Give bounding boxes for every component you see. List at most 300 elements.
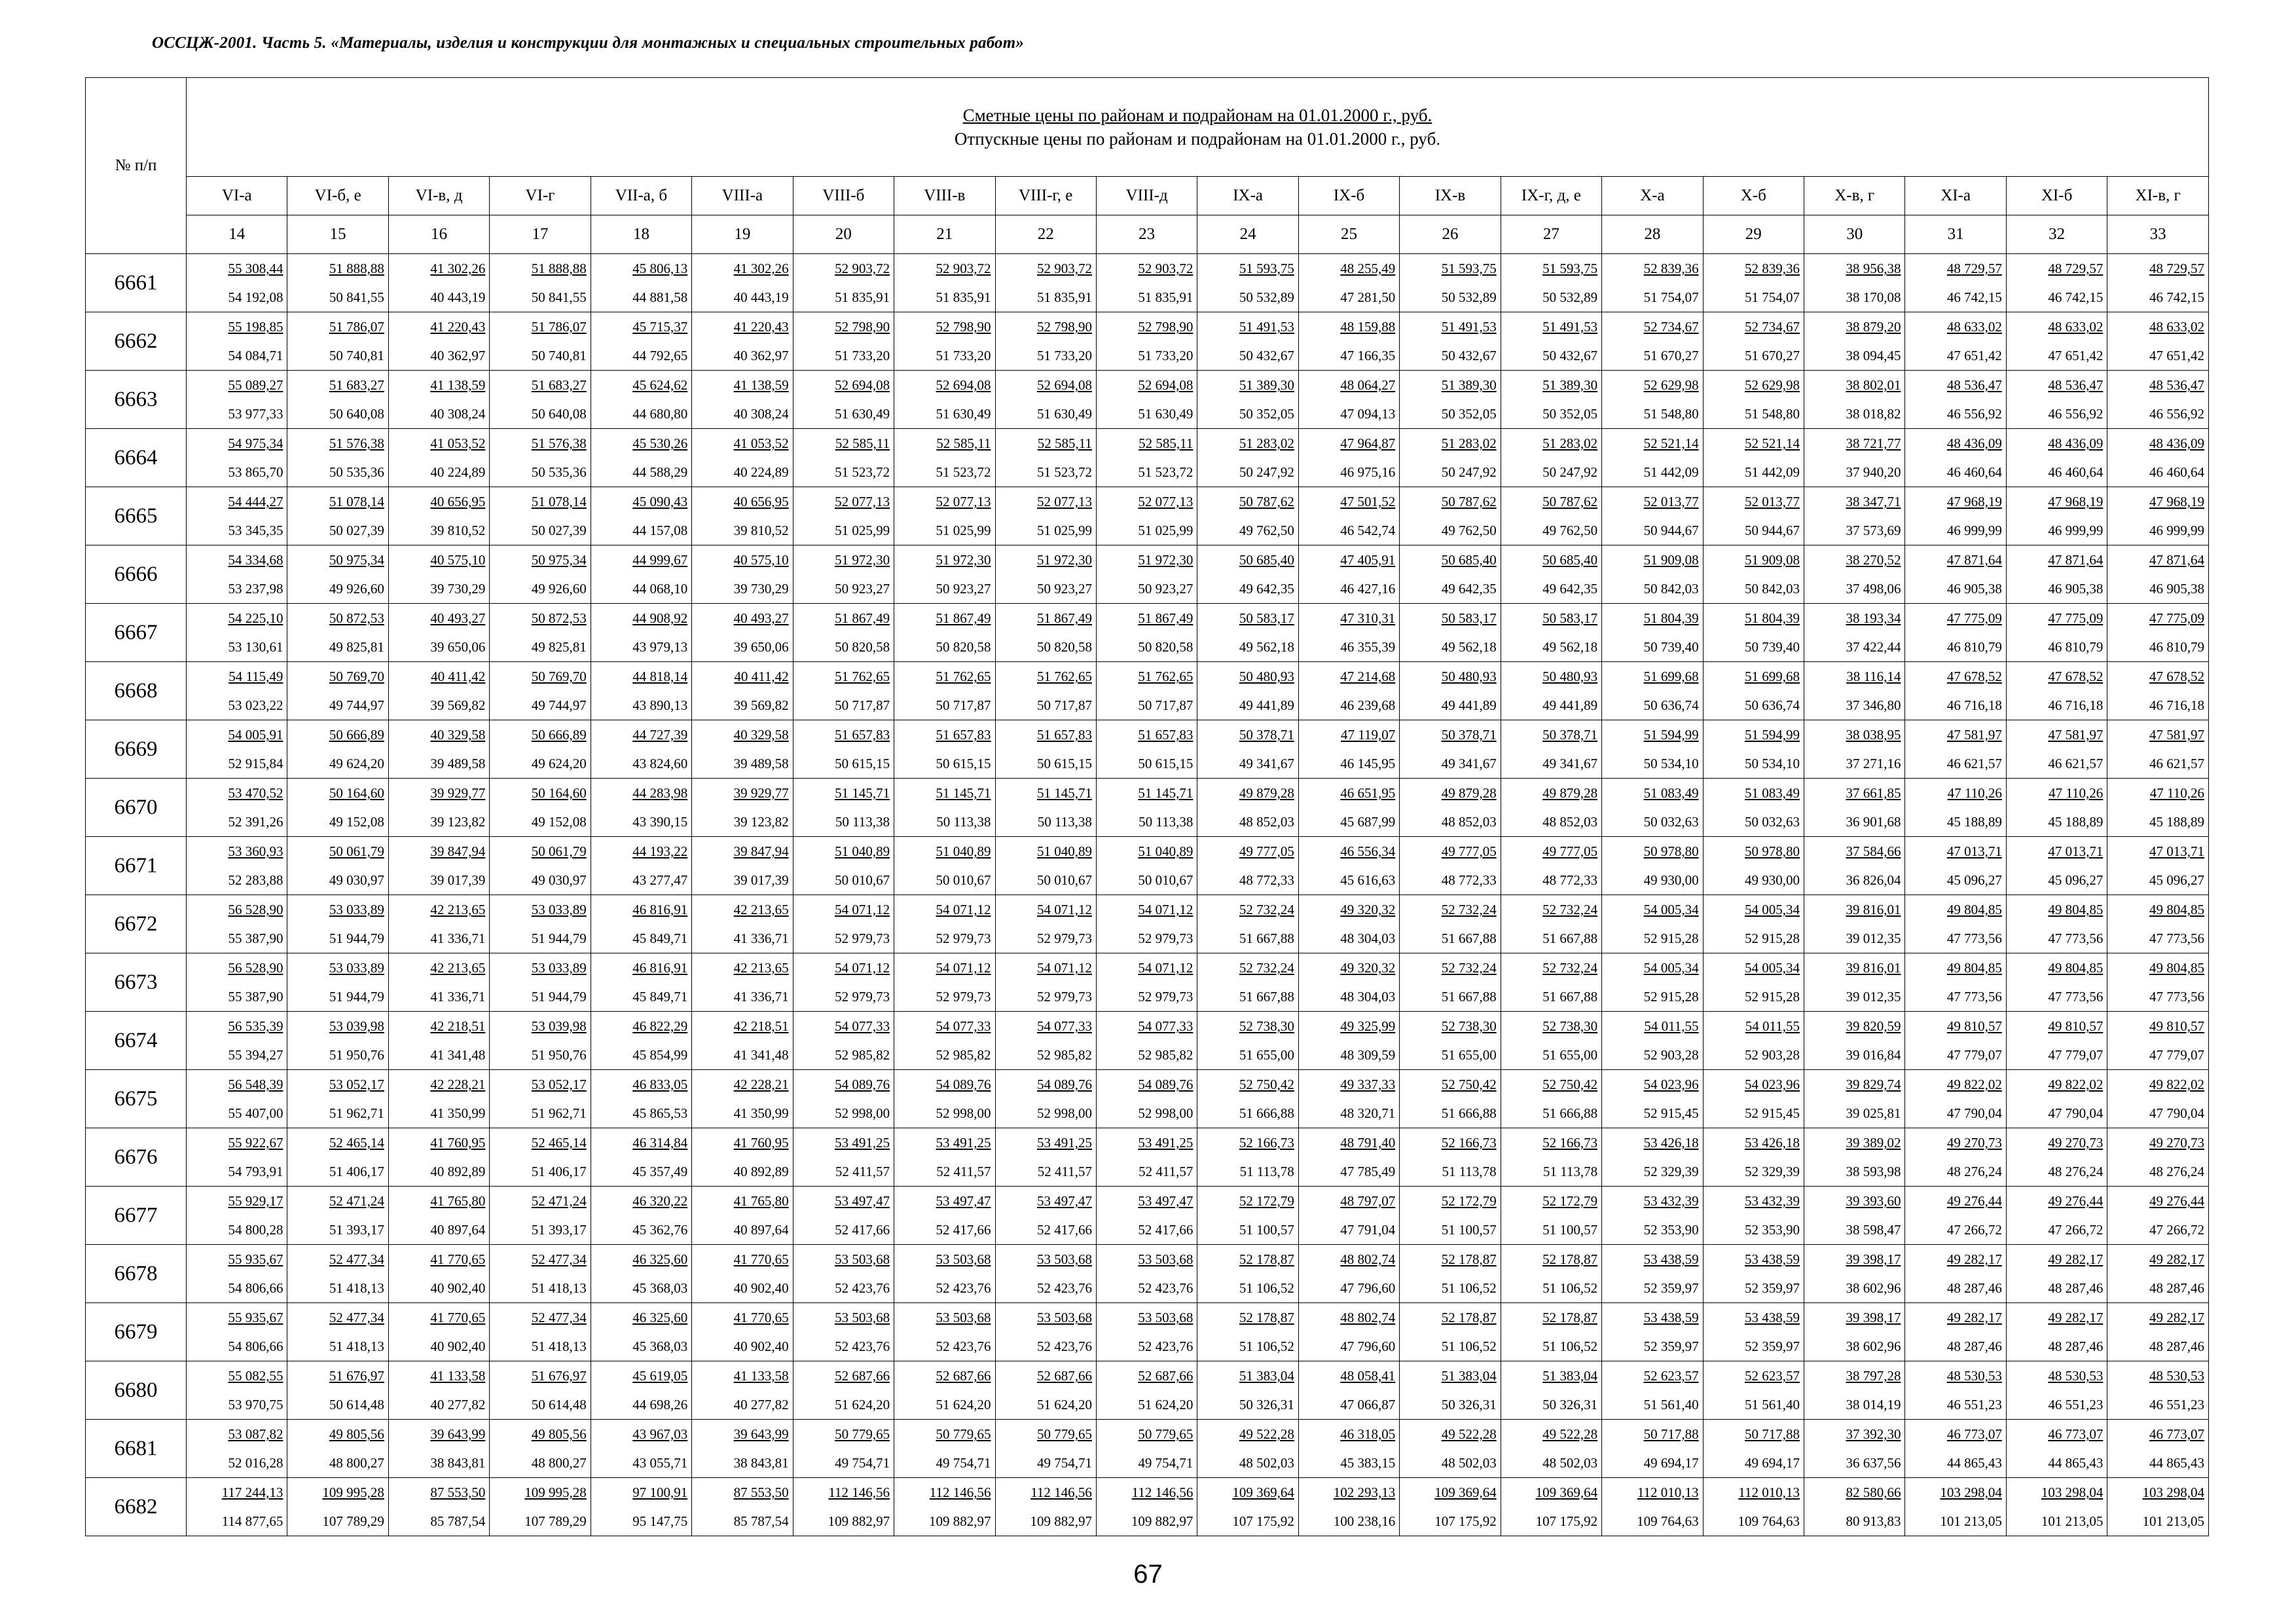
release-price: 49 030,97	[531, 872, 587, 888]
release-price: 47 779,07	[2048, 1047, 2104, 1063]
price-cell	[490, 1303, 591, 1361]
release-price: 51 655,00	[1239, 1047, 1294, 1063]
price-cell	[388, 545, 489, 604]
release-price: 46 905,38	[2149, 581, 2204, 597]
estimate-price: 52 585,11	[835, 435, 890, 451]
estimate-price: 47 775,09	[2149, 610, 2204, 626]
price-cell	[1905, 953, 2006, 1012]
price-cell	[894, 1187, 995, 1245]
price-cell	[692, 254, 793, 312]
price-cell	[287, 1245, 388, 1303]
price-cell	[1703, 720, 1804, 779]
release-price: 48 502,03	[1542, 1455, 1598, 1471]
price-cell	[2107, 604, 2209, 662]
region-header: X-в, г	[1804, 177, 1905, 215]
release-price: 51 667,88	[1542, 989, 1598, 1005]
price-cell	[1400, 1245, 1501, 1303]
estimate-price: 49 822,02	[2048, 1077, 2104, 1092]
release-price: 50 614,48	[329, 1397, 384, 1412]
estimate-price: 109 369,64	[1535, 1485, 1598, 1500]
estimate-price: 53 438,59	[1745, 1310, 1800, 1325]
estimate-price: 53 470,52	[228, 785, 283, 801]
release-price: 46 742,15	[1946, 289, 2002, 305]
column-number: 28	[1602, 215, 1703, 254]
release-price: 51 106,52	[1542, 1280, 1598, 1296]
release-price: 52 391,26	[228, 814, 283, 830]
release-price: 49 930,00	[1643, 872, 1699, 888]
release-price: 47 166,35	[1340, 348, 1396, 363]
price-cell	[1096, 312, 1197, 371]
release-price: 50 739,40	[1643, 639, 1699, 655]
price-cell	[490, 953, 591, 1012]
release-price: 51 025,99	[1138, 523, 1194, 538]
row-number: 6679	[86, 1303, 187, 1361]
price-cell	[1501, 953, 1601, 1012]
price-cell	[1804, 545, 1905, 604]
price-cell	[1501, 1303, 1601, 1361]
estimate-price: 53 432,39	[1745, 1193, 1800, 1209]
estimate-price: 53 426,18	[1643, 1135, 1699, 1151]
price-cell	[187, 1012, 287, 1070]
column-number: 31	[1905, 215, 2006, 254]
release-price: 43 277,47	[632, 872, 688, 888]
release-price: 51 835,91	[1036, 289, 1092, 305]
price-cell	[1298, 254, 1399, 312]
release-price: 50 717,87	[936, 697, 991, 713]
row-number: 6668	[86, 662, 187, 720]
estimate-price: 52 521,14	[1745, 435, 1800, 451]
release-price: 40 902,40	[430, 1280, 486, 1296]
release-price: 52 417,66	[1036, 1222, 1092, 1238]
price-cell	[1096, 1128, 1197, 1187]
release-price: 51 630,49	[1036, 406, 1092, 422]
price-cell	[187, 895, 287, 953]
release-price: 50 636,74	[1643, 697, 1699, 713]
price-cell	[490, 720, 591, 779]
estimate-price: 49 822,02	[1946, 1077, 2002, 1092]
row-number: 6671	[86, 837, 187, 895]
table-row	[86, 545, 2209, 604]
release-price: 49 152,08	[329, 814, 384, 830]
price-cell	[995, 895, 1096, 953]
price-cell	[1703, 1012, 1804, 1070]
price-cell	[591, 779, 691, 837]
estimate-price: 44 193,22	[632, 843, 688, 859]
estimate-price: 51 283,02	[1441, 435, 1497, 451]
price-cell	[2107, 779, 2209, 837]
price-cell	[388, 312, 489, 371]
estimate-price: 55 089,27	[228, 377, 283, 393]
release-price: 46 145,95	[1340, 756, 1396, 771]
estimate-price: 112 146,56	[1030, 1485, 1092, 1500]
estimate-price: 51 145,71	[936, 785, 991, 801]
price-cell	[1501, 1128, 1601, 1187]
release-price: 49 762,50	[1542, 523, 1598, 538]
price-cell	[287, 1128, 388, 1187]
estimate-price: 41 765,80	[733, 1193, 789, 1209]
price-cell	[1501, 662, 1601, 720]
region-header: VIII-б	[793, 177, 894, 215]
price-cell	[1501, 604, 1601, 662]
estimate-price: 47 678,52	[2048, 669, 2104, 684]
release-price: 52 359,97	[1643, 1338, 1699, 1354]
estimate-price: 52 687,66	[1036, 1368, 1092, 1384]
estimate-price: 37 584,66	[1846, 843, 1901, 859]
price-cell	[1501, 837, 1601, 895]
release-price: 48 502,03	[1441, 1455, 1497, 1471]
price-cell	[1804, 1420, 1905, 1478]
release-price: 53 977,33	[228, 406, 283, 422]
price-cell	[1905, 1303, 2006, 1361]
release-price: 39 123,82	[733, 814, 789, 830]
price-cell	[388, 604, 489, 662]
estimate-price: 48 729,57	[2048, 261, 2104, 276]
release-price: 43 890,13	[632, 697, 688, 713]
region-header: IX-г, д, е	[1501, 177, 1601, 215]
price-cell	[894, 1420, 995, 1478]
price-cell	[793, 604, 894, 662]
price-cell	[1298, 895, 1399, 953]
price-cell	[1096, 371, 1197, 429]
estimate-price: 49 276,44	[2149, 1193, 2204, 1209]
release-price: 39 730,29	[733, 581, 789, 597]
estimate-price: 51 145,71	[1036, 785, 1092, 801]
price-cell	[1703, 371, 1804, 429]
price-cell	[388, 1070, 489, 1128]
estimate-price: 53 033,89	[531, 902, 587, 917]
price-cell	[1804, 895, 1905, 953]
price-cell	[1298, 1012, 1399, 1070]
price-cell	[2107, 1187, 2209, 1245]
release-price: 47 773,56	[2149, 989, 2204, 1005]
estimate-price: 51 972,30	[1036, 552, 1092, 568]
release-price: 45 096,27	[2149, 872, 2204, 888]
estimate-price: 48 797,07	[1340, 1193, 1396, 1209]
price-cell	[1501, 1478, 1601, 1536]
price-cell	[894, 312, 995, 371]
release-price: 47 779,07	[1946, 1047, 2002, 1063]
estimate-price: 48 802,74	[1340, 1310, 1396, 1325]
price-cell	[490, 1420, 591, 1478]
estimate-price: 56 535,39	[228, 1018, 283, 1034]
estimate-price: 54 011,55	[1644, 1018, 1699, 1034]
release-price: 55 387,90	[228, 989, 283, 1005]
release-price: 50 640,08	[329, 406, 384, 422]
estimate-price: 41 770,65	[733, 1251, 789, 1267]
estimate-price: 53 503,68	[835, 1310, 890, 1325]
release-price: 49 754,71	[1138, 1455, 1194, 1471]
release-price: 50 532,89	[1441, 289, 1497, 305]
estimate-price: 49 804,85	[2149, 902, 2204, 917]
release-price: 39 012,35	[1846, 989, 1901, 1005]
price-cell	[692, 720, 793, 779]
price-cell	[1703, 487, 1804, 545]
estimate-price: 46 325,60	[632, 1310, 688, 1325]
release-price: 47 796,60	[1340, 1338, 1396, 1354]
release-price: 55 407,00	[228, 1105, 283, 1121]
price-cell	[1602, 1478, 1703, 1536]
price-cell	[490, 1361, 591, 1420]
price-cell	[1703, 1361, 1804, 1420]
price-cell	[2006, 1187, 2107, 1245]
price-cell	[1602, 604, 1703, 662]
estimate-price: 51 283,02	[1239, 435, 1294, 451]
estimate-price: 41 220,43	[430, 319, 486, 335]
release-price: 50 923,27	[1138, 581, 1194, 597]
estimate-price: 38 116,14	[1846, 669, 1901, 684]
estimate-price: 52 738,30	[1441, 1018, 1497, 1034]
release-price: 53 023,22	[228, 697, 283, 713]
column-number: 21	[894, 215, 995, 254]
price-cell	[187, 487, 287, 545]
price-cell	[1298, 487, 1399, 545]
release-price: 40 897,64	[430, 1222, 486, 1238]
release-price: 51 100,57	[1441, 1222, 1497, 1238]
estimate-price: 47 678,52	[2149, 669, 2204, 684]
release-price: 55 387,90	[228, 931, 283, 946]
price-cell	[490, 1187, 591, 1245]
release-price: 50 326,31	[1239, 1397, 1294, 1412]
release-price: 51 733,20	[936, 348, 991, 363]
estimate-price: 48 633,02	[1946, 319, 2002, 335]
release-price: 52 915,28	[1643, 931, 1699, 946]
release-price: 45 616,63	[1340, 872, 1396, 888]
estimate-price: 45 619,05	[632, 1368, 688, 1384]
estimate-price: 49 522,28	[1239, 1426, 1294, 1442]
price-cell	[1602, 254, 1703, 312]
price-cell	[1501, 429, 1601, 487]
estimate-price: 51 491,53	[1239, 319, 1294, 335]
release-price: 45 096,27	[2048, 872, 2104, 888]
price-cell	[591, 953, 691, 1012]
release-price: 40 224,89	[733, 464, 789, 480]
estimate-price: 39 643,99	[430, 1426, 486, 1442]
release-price: 50 010,67	[936, 872, 991, 888]
estimate-price: 50 583,17	[1239, 610, 1294, 626]
estimate-price: 52 629,98	[1643, 377, 1699, 393]
release-price: 48 287,46	[2149, 1338, 2204, 1354]
price-cell	[894, 429, 995, 487]
price-cell	[1602, 720, 1703, 779]
estimate-price: 46 318,05	[1340, 1426, 1396, 1442]
price-cell	[591, 1420, 691, 1478]
price-cell	[1197, 1070, 1298, 1128]
estimate-price: 56 528,90	[228, 902, 283, 917]
table-row	[86, 371, 2209, 429]
region-header: VI-а	[187, 177, 287, 215]
estimate-price: 50 061,79	[329, 843, 384, 859]
price-cell	[1602, 1128, 1703, 1187]
estimate-price: 54 023,96	[1745, 1077, 1800, 1092]
estimate-price: 46 833,05	[632, 1077, 688, 1092]
estimate-price: 51 389,30	[1239, 377, 1294, 393]
price-cell	[1298, 604, 1399, 662]
release-price: 52 359,97	[1745, 1338, 1800, 1354]
estimate-price: 47 110,26	[2149, 785, 2204, 801]
release-price: 49 562,18	[1441, 639, 1497, 655]
release-price: 51 630,49	[1138, 406, 1194, 422]
estimate-price: 49 325,99	[1340, 1018, 1396, 1034]
table-row	[86, 895, 2209, 953]
price-cell	[894, 837, 995, 895]
release-price: 51 630,49	[835, 406, 890, 422]
estimate-price: 47 581,97	[2048, 727, 2104, 743]
release-price: 51 548,80	[1643, 406, 1699, 422]
release-price: 46 460,64	[1946, 464, 2002, 480]
price-cell	[1905, 312, 2006, 371]
price-cell	[793, 371, 894, 429]
release-price: 38 843,81	[733, 1455, 789, 1471]
release-price: 41 336,71	[430, 989, 486, 1005]
estimate-price: 51 383,04	[1542, 1368, 1598, 1384]
estimate-price: 52 477,34	[531, 1251, 587, 1267]
price-cell	[894, 1245, 995, 1303]
price-cell	[1096, 604, 1197, 662]
estimate-price: 53 033,89	[531, 960, 587, 976]
estimate-price: 40 656,95	[733, 494, 789, 509]
price-cell	[1298, 1478, 1399, 1536]
estimate-price: 53 052,17	[329, 1077, 384, 1092]
price-cell	[2107, 720, 2209, 779]
price-cell	[692, 662, 793, 720]
release-price: 40 308,24	[430, 406, 486, 422]
estimate-price: 54 115,49	[228, 669, 283, 684]
release-price: 51 418,13	[329, 1338, 384, 1354]
release-price: 109 764,63	[1637, 1513, 1699, 1529]
estimate-price: 54 225,10	[228, 610, 283, 626]
price-cell	[490, 429, 591, 487]
price-cell	[995, 1187, 1096, 1245]
region-header: VIII-а	[692, 177, 793, 215]
release-price: 47 651,42	[1946, 348, 2002, 363]
estimate-price: 56 548,39	[228, 1077, 283, 1092]
release-price: 50 820,58	[1036, 639, 1092, 655]
estimate-price: 52 623,57	[1643, 1368, 1699, 1384]
release-price: 46 716,18	[1946, 697, 2002, 713]
estimate-price: 38 797,28	[1846, 1368, 1901, 1384]
release-price: 54 800,28	[228, 1222, 283, 1238]
release-price: 50 842,03	[1643, 581, 1699, 597]
release-price: 38 593,98	[1846, 1164, 1901, 1179]
estimate-price: 40 575,10	[733, 552, 789, 568]
estimate-price: 39 829,74	[1846, 1077, 1901, 1092]
estimate-price: 51 593,75	[1441, 261, 1497, 276]
price-cell	[1298, 1420, 1399, 1478]
price-cell	[1197, 720, 1298, 779]
price-cell	[692, 1245, 793, 1303]
estimate-price: 52 178,87	[1239, 1251, 1294, 1267]
price-cell	[793, 837, 894, 895]
price-cell	[1096, 1012, 1197, 1070]
column-number: 15	[287, 215, 388, 254]
estimate-price: 41 138,59	[430, 377, 486, 393]
estimate-price: 38 038,95	[1846, 727, 1901, 743]
price-cell	[1197, 779, 1298, 837]
price-cell	[1703, 1187, 1804, 1245]
price-cell	[1197, 604, 1298, 662]
release-price: 46 742,15	[2149, 289, 2204, 305]
estimate-price: 38 193,34	[1846, 610, 1901, 626]
release-price: 50 032,63	[1745, 814, 1800, 830]
price-cell	[388, 720, 489, 779]
release-price: 51 835,91	[1138, 289, 1194, 305]
release-price: 107 175,92	[1535, 1513, 1598, 1529]
estimate-price: 39 847,94	[430, 843, 486, 859]
estimate-price: 47 310,31	[1340, 610, 1396, 626]
estimate-price: 55 198,85	[228, 319, 283, 335]
estimate-price: 52 077,13	[1036, 494, 1092, 509]
estimate-price: 102 293,13	[1333, 1485, 1396, 1500]
estimate-price: 39 816,01	[1846, 960, 1901, 976]
estimate-price: 49 270,73	[1946, 1135, 2002, 1151]
price-cell	[894, 720, 995, 779]
estimate-price: 45 090,43	[632, 494, 688, 509]
price-cell	[1197, 1012, 1298, 1070]
estimate-price: 51 040,89	[1138, 843, 1194, 859]
price-cell	[2107, 545, 2209, 604]
estimate-price: 48 436,09	[1946, 435, 2002, 451]
release-price: 51 667,88	[1239, 931, 1294, 946]
release-price: 38 602,96	[1846, 1338, 1901, 1354]
price-cell	[287, 1361, 388, 1420]
release-price: 51 025,99	[936, 523, 991, 538]
release-price: 47 651,42	[2048, 348, 2104, 363]
release-price: 51 835,91	[936, 289, 991, 305]
estimate-price: 39 643,99	[733, 1426, 789, 1442]
release-price: 50 247,92	[1441, 464, 1497, 480]
release-price: 50 326,31	[1542, 1397, 1598, 1412]
release-price: 52 329,39	[1745, 1164, 1800, 1179]
price-cell	[2006, 1245, 2107, 1303]
row-number: 6676	[86, 1128, 187, 1187]
release-price: 39 123,82	[430, 814, 486, 830]
release-price: 37 573,69	[1846, 523, 1901, 538]
price-cell	[1501, 779, 1601, 837]
release-price: 39 810,52	[430, 523, 486, 538]
estimate-price: 53 087,82	[228, 1426, 283, 1442]
price-cell	[1298, 837, 1399, 895]
price-cell	[1905, 371, 2006, 429]
price-cell	[1905, 1361, 2006, 1420]
estimate-price: 47 581,97	[2149, 727, 2204, 743]
estimate-price: 52 178,87	[1542, 1251, 1598, 1267]
estimate-price: 46 773,07	[1946, 1426, 2002, 1442]
price-cell	[187, 1245, 287, 1303]
release-price: 50 113,38	[835, 814, 890, 830]
price-cell	[490, 487, 591, 545]
release-price: 36 901,68	[1846, 814, 1901, 830]
price-cell	[2107, 429, 2209, 487]
price-cell	[1602, 545, 1703, 604]
column-number: 22	[995, 215, 1096, 254]
release-price: 52 353,90	[1745, 1222, 1800, 1238]
price-cell	[287, 662, 388, 720]
estimate-price: 52 694,08	[936, 377, 991, 393]
release-price: 49 624,20	[531, 756, 587, 771]
price-cell	[692, 604, 793, 662]
estimate-price: 52 172,79	[1542, 1193, 1598, 1209]
estimate-price: 52 732,24	[1239, 960, 1294, 976]
release-price: 51 835,91	[835, 289, 890, 305]
estimate-price: 51 909,08	[1745, 552, 1800, 568]
release-price: 51 667,88	[1542, 931, 1598, 946]
table-row	[86, 953, 2209, 1012]
price-cell	[1096, 1187, 1197, 1245]
price-cell	[1905, 779, 2006, 837]
estimate-price: 51 040,89	[1036, 843, 1092, 859]
release-price: 50 636,74	[1745, 697, 1800, 713]
price-cell	[187, 545, 287, 604]
